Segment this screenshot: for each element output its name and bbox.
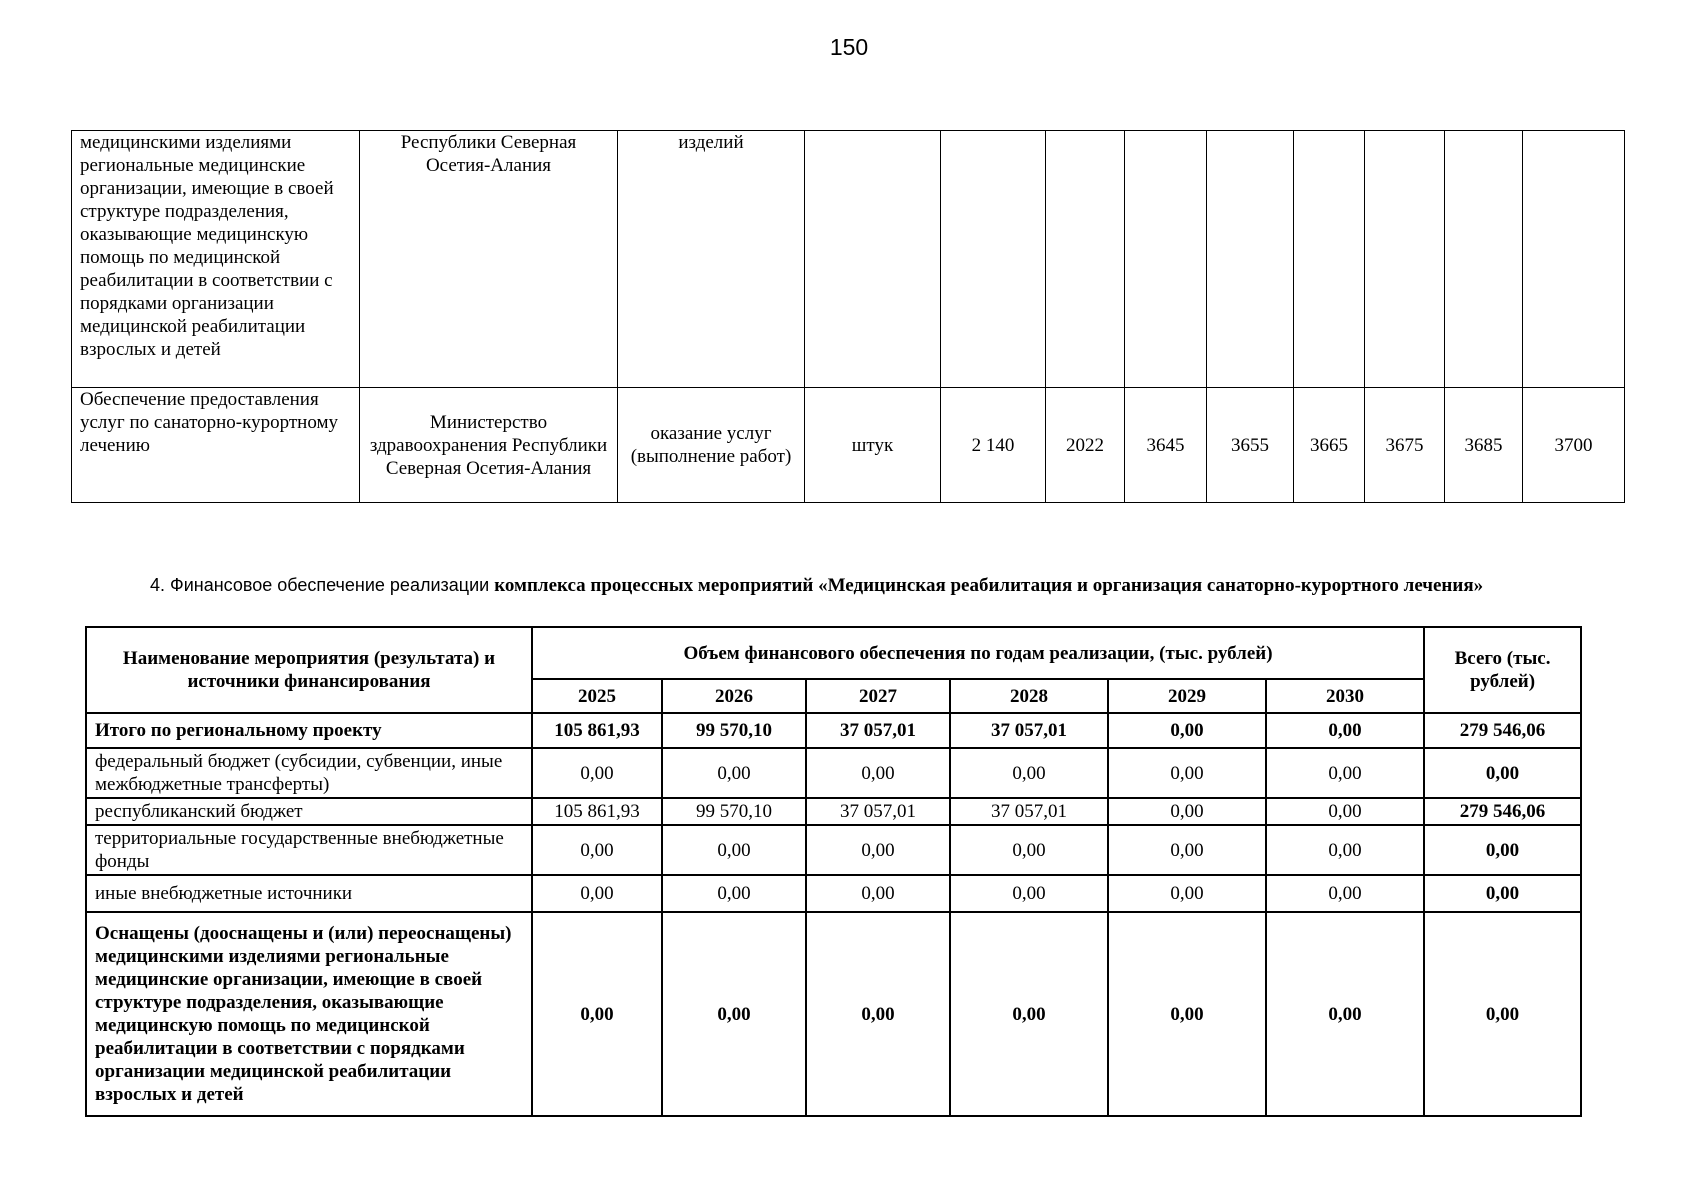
cell-value: 0,00 [1266,748,1424,798]
indicators-table-continuation [71,130,1625,503]
cell-value: 0,00 [662,875,806,912]
responsible-executor: Министерство здравоохранения Республики Северная Осетия-Алания [360,388,618,503]
cell-value: 99 570,10 [662,713,806,748]
cell-value: 0,00 [1108,875,1266,912]
cell-value: 0,00 [532,912,662,1116]
year-value: 3675 [1365,388,1445,503]
cell-value: 0,00 [662,748,806,798]
table-row [86,798,1581,825]
cell-value: 99 570,10 [662,798,806,825]
year-value [1523,131,1625,388]
cell-value: 105 861,93 [532,713,662,748]
year-value: 3700 [1523,388,1625,503]
unit: штук [805,388,941,503]
header-total: Всего (тыс. рублей) [1424,627,1581,713]
year-header: 2026 [662,679,806,713]
cell-value: 0,00 [532,748,662,798]
row-name: республиканский бюджет [86,798,532,825]
finance-table [85,626,1582,1117]
year-value: 3665 [1294,388,1365,503]
cell-value: 0,00 [950,912,1108,1116]
table-row [86,825,1581,875]
cell-value: 0,00 [1266,713,1424,748]
responsible-executor: Республики Северная Осетия-Алания [360,131,618,388]
table-row [86,875,1581,912]
cell-value: 0,00 [662,825,806,875]
year-value [1445,131,1523,388]
cell-value: 0,00 [1108,912,1266,1116]
cell-value: 0,00 [1108,748,1266,798]
year-value: 3645 [1125,388,1207,503]
cell-value: 0,00 [1108,825,1266,875]
cell-value: 0,00 [806,875,950,912]
base-value: 2 140 [941,388,1046,503]
cell-value: 0,00 [806,748,950,798]
result-type: оказание услуг (выполнение работ) [618,388,805,503]
cell-value: 0,00 [806,825,950,875]
row-total: 0,00 [1424,825,1581,875]
header-row [86,627,1581,679]
cell-value: 37 057,01 [806,798,950,825]
table-row [86,748,1581,798]
cell-value: 0,00 [1266,875,1424,912]
cell-value: 0,00 [1266,798,1424,825]
year-header: 2025 [532,679,662,713]
row-total: 0,00 [1424,748,1581,798]
cell-value: 0,00 [806,912,950,1116]
cell-value: 0,00 [532,875,662,912]
section-heading [150,574,1650,597]
table-row [72,388,1625,503]
year-value [1046,131,1125,388]
section-heading-bold: комплекса процессных мероприятий «Медицинская реабилитация и организация санаторно-курортного лечения» [494,575,1484,596]
row-total: 279 546,06 [1424,713,1581,748]
cell-value: 0,00 [532,825,662,875]
indicator-name: Обеспечение предоставления услуг по санаторно-курортному лечению [72,388,360,503]
cell-value: 37 057,01 [806,713,950,748]
row-total: 0,00 [1424,875,1581,912]
row-name: территориальные государственные внебюджетные фонды [86,825,532,875]
year-header: 2029 [1108,679,1266,713]
cell-value: 0,00 [1108,798,1266,825]
cell-value: 0,00 [1266,912,1424,1116]
year-value: 2022 [1046,388,1125,503]
year-value: 3655 [1207,388,1294,503]
year-value [1207,131,1294,388]
cell-value: 105 861,93 [532,798,662,825]
cell-value: 0,00 [662,912,806,1116]
row-name: иные внебюджетные источники [86,875,532,912]
row-name: Оснащены (дооснащены и (или) переоснащены) медицинскими изделиями региональные медицинские организации, имеющие в своей структуре подразделения, оказывающие медицинскую помощь по медицинской реабилитации в соответствии с порядками организации медицинской реабилитации взрослых и детей [86,912,532,1116]
unit [805,131,941,388]
row-total: 0,00 [1424,912,1581,1116]
header-name: Наименование мероприятия (результата) и источники финансирования [86,627,532,713]
row-name: Итого по региональному проекту [86,713,532,748]
year-header: 2028 [950,679,1108,713]
year-value: 3685 [1445,388,1523,503]
row-name: федеральный бюджет (субсидии, субвенции, иные межбюджетные трансферты) [86,748,532,798]
cell-value: 0,00 [1266,825,1424,875]
year-value [1365,131,1445,388]
year-value [1294,131,1365,388]
table-row [72,131,1625,388]
table-row [86,713,1581,748]
indicator-name: медицинскими изделиями региональные медицинские организации, имеющие в своей структуре подразделения, оказывающие медицинскую помощь по медицинской реабилитации в соответствии с порядками организации медицинской реабилитации взрослых и детей [72,131,360,388]
table-row [86,912,1581,1116]
year-header: 2027 [806,679,950,713]
cell-value: 37 057,01 [950,713,1108,748]
result-type: изделий [618,131,805,388]
section-heading-plain: 4. Финансовое обеспечение реализации [150,575,495,595]
cell-value: 0,00 [950,748,1108,798]
row-total: 279 546,06 [1424,798,1581,825]
year-header: 2030 [1266,679,1424,713]
cell-value: 0,00 [950,875,1108,912]
page-number: 150 [829,34,869,60]
header-volume: Объем финансового обеспечения по годам реализации, (тыс. рублей) [532,627,1424,679]
year-value [1125,131,1207,388]
cell-value: 37 057,01 [950,798,1108,825]
base-value [941,131,1046,388]
cell-value: 0,00 [950,825,1108,875]
cell-value: 0,00 [1108,713,1266,748]
